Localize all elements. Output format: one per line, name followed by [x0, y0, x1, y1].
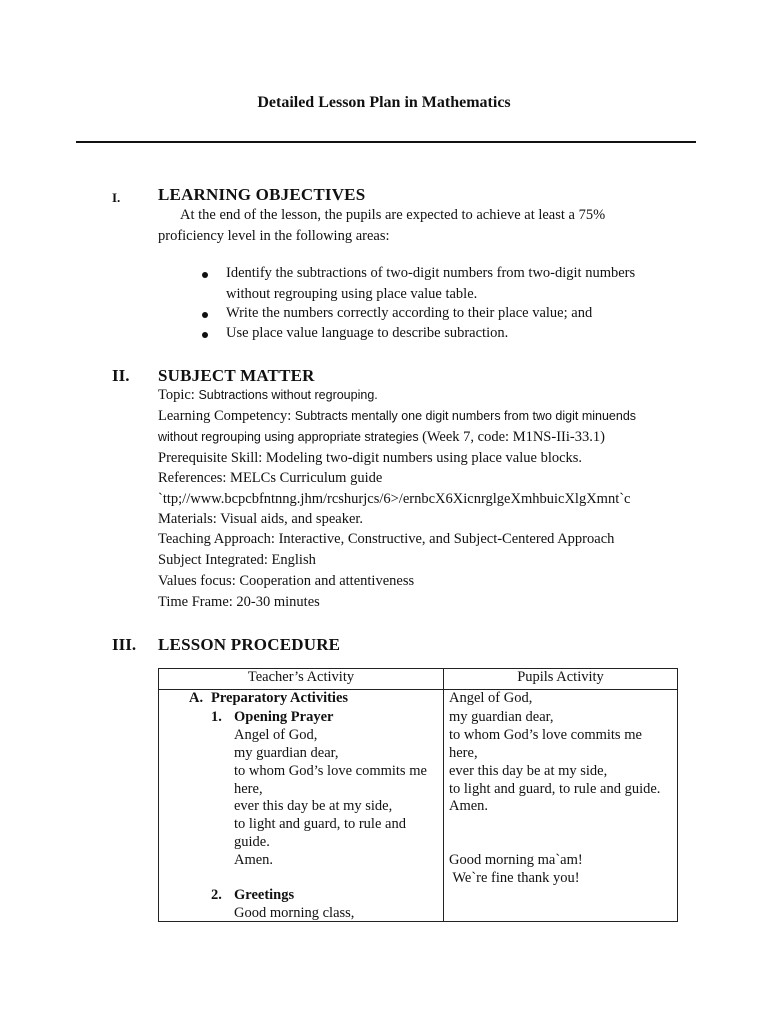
values-focus: Values focus: Cooperation and attentiveness	[158, 573, 415, 589]
section-2-number: II.	[112, 366, 130, 385]
section-3-heading: LESSON PROCEDURE	[158, 635, 341, 654]
step-a-label: A.	[189, 690, 204, 706]
section-1-number: I.	[112, 190, 121, 205]
pupil-prayer-line: Angel of God,	[449, 690, 533, 706]
bullet-dot	[202, 312, 208, 318]
objectives-intro-line-2: proficiency level in the following areas:	[158, 228, 390, 244]
prayer-line: guide.	[234, 834, 270, 850]
objective-item-1: Identify the subtractions of two-digit numbers from two-digit numbers	[226, 265, 636, 281]
table-row	[159, 690, 678, 922]
teacher-cell	[159, 690, 444, 922]
step-1-label: 1.	[211, 709, 222, 725]
references: References: MELCs Curriculum guide	[158, 470, 383, 486]
pupil-reply: Good morning ma`am!	[449, 852, 583, 868]
bullet-dot	[202, 332, 208, 338]
step-a-title: Preparatory Activities	[211, 690, 349, 706]
topic-line	[158, 387, 378, 404]
competency-line-2	[158, 429, 605, 446]
objective-item-3: Use place value language to describe subraction.	[226, 325, 509, 341]
pupil-prayer-line: ever this day be at my side,	[449, 763, 608, 779]
topic-label: Topic:	[158, 387, 199, 403]
step-2-title: Greetings	[234, 887, 295, 903]
prayer-line: to whom God’s love commits me	[234, 763, 427, 779]
pupil-prayer-line: my guardian dear,	[449, 709, 554, 725]
pupils-cell	[444, 690, 678, 922]
title-divider	[76, 141, 696, 143]
objective-item-1-cont: without regrouping using place value table.	[226, 286, 478, 302]
competency-value-cont: without regrouping using appropriate strategies	[158, 430, 423, 444]
pupil-prayer-line: Amen.	[449, 798, 489, 814]
step-2-label: 2.	[211, 887, 222, 903]
reference-url: `ttp;//www.bcpcbfntnng.jhm/rcshurjcs/6>/ernbcX6XicnrglgeXmhbuicXlgXmnt`c	[158, 491, 631, 507]
table-header-row	[159, 669, 678, 690]
prayer-line: ever this day be at my side,	[234, 798, 393, 814]
prayer-line: Angel of God,	[234, 727, 318, 743]
subject-integrated: Subject Integrated: English	[158, 552, 316, 568]
prerequisite-skill: Prerequisite Skill: Modeling two-digit numbers using place value blocks.	[158, 450, 583, 466]
page-title: Detailed Lesson Plan in Mathematics	[257, 94, 511, 111]
prayer-line: Amen.	[234, 852, 274, 868]
prayer-line: here,	[234, 781, 263, 797]
section-1-heading: LEARNING OBJECTIVES	[158, 185, 366, 204]
bullet-dot	[202, 272, 208, 278]
time-frame: Time Frame: 20-30 minutes	[158, 594, 320, 610]
competency-value: Subtracts mentally one digit numbers from two digit minuends	[294, 409, 637, 423]
pupil-reply: We`re fine thank you!	[449, 870, 580, 886]
topic-value: Subtractions without regrouping.	[198, 388, 378, 402]
prayer-line: to light and guard, to rule and	[234, 816, 406, 832]
step-1-title: Opening Prayer	[234, 709, 334, 725]
header-teachers-activity: Teacher’s Activity	[159, 669, 444, 690]
section-2-heading: SUBJECT MATTER	[158, 366, 315, 385]
pupil-prayer-line: here,	[449, 745, 478, 761]
objective-item-2: Write the numbers correctly according to their place value; and	[226, 305, 593, 321]
materials: Materials: Visual aids, and speaker.	[158, 511, 364, 527]
competency-label: Learning Competency:	[158, 408, 295, 424]
pupil-prayer-line: to light and guard, to rule and guide.	[449, 781, 661, 797]
competency-line-1	[158, 408, 636, 425]
teaching-approach: Teaching Approach: Interactive, Constructive, and Subject-Centered Approach	[158, 531, 615, 547]
competency-code: (Week 7, code: M1NS-IIi-33.1)	[422, 429, 605, 445]
header-pupils-activity: Pupils Activity	[444, 669, 678, 690]
objectives-intro-line-1: At the end of the lesson, the pupils are expected to achieve at least a 75%	[180, 207, 606, 223]
section-3-number: III.	[112, 635, 137, 654]
prayer-line: my guardian dear,	[234, 745, 339, 761]
greeting-line: Good morning class,	[234, 905, 355, 921]
lesson-procedure-table	[158, 668, 678, 922]
pupil-prayer-line: to whom God’s love commits me	[449, 727, 642, 743]
